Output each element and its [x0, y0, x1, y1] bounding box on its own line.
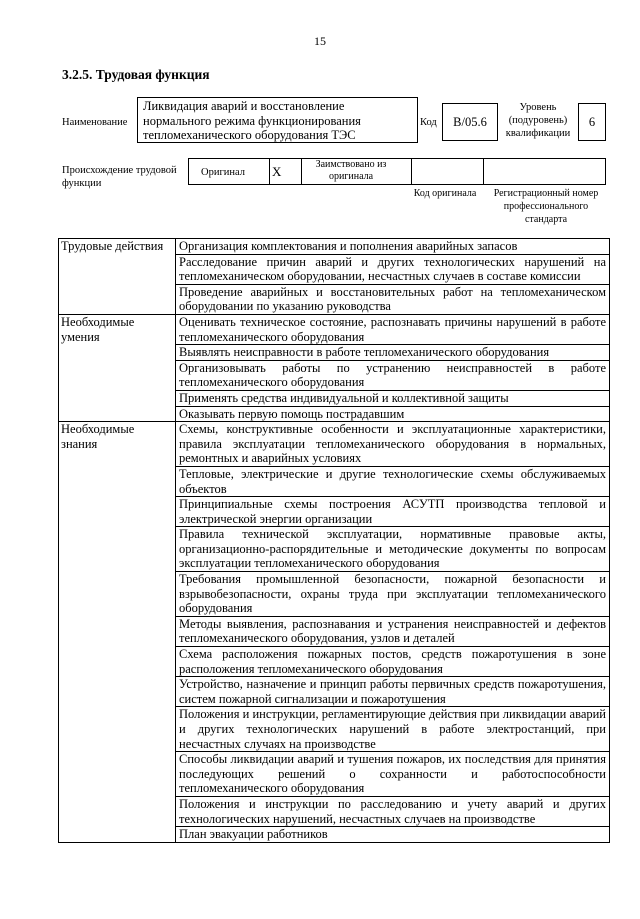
requirement-item: Расследование причин аварий и других технологических нарушений на тепломеханическом оборудовании, несчастных случаев в составе комиссии: [176, 254, 610, 284]
page-number: 15: [314, 34, 326, 48]
section-heading: Трудовые действия: [59, 239, 176, 315]
requirement-item: Оценивать техническое состояние, распознавать причины нарушений в работе тепломеханического оборудования: [176, 314, 610, 344]
requirement-item: Организация комплектования и пополнения аварийных запасов: [176, 239, 610, 255]
section-heading: Необходимые знания: [59, 422, 176, 843]
function-table: [58, 238, 610, 843]
requirement-item: Схема расположения пожарных постов, средств пожаротушения в зоне расположения тепломеханического оборудования: [176, 647, 610, 677]
requirement-item: Положения и инструкции по расследованию и учету аварий и других технологических нарушений, несчастных случаев на производстве: [176, 796, 610, 826]
code-label: Код: [420, 117, 437, 128]
requirement-item: Способы ликвидации аварий и тушения пожаров, их последствия для принятия последующих решений о сохранности и работоспособности тепломеханического оборудования: [176, 752, 610, 797]
requirement-item: Схемы, конструктивные особенности и эксплуатационные характеристики, правила эксплуатации тепломеханического оборудования в нормальных, ремонтных и аварийных условиях: [176, 422, 610, 467]
requirement-item: План эвакуации работников: [176, 827, 610, 843]
level-label: Уровень (подуровень) квалификации: [505, 102, 571, 139]
table-row: [59, 314, 610, 344]
qualification-level: 6: [578, 103, 606, 141]
table-row: [59, 239, 610, 255]
requirement-item: Выявлять неисправности в работе тепломеханического оборудования: [176, 345, 610, 361]
table-row: [59, 422, 610, 467]
name-label: Наименование: [62, 117, 128, 128]
function-name: Ликвидация аварий и восстановление нормального режима функционирования тепломеханического оборудования ТЭС: [137, 97, 418, 143]
requirement-item: Проведение аварийных и восстановительных работ на тепломеханическом оборудовании по указанию руководства: [176, 284, 610, 314]
requirement-item: Устройство, назначение и принцип работы первичных средств пожаротушения, систем пожарной сигнализации и пожаротушения: [176, 677, 610, 707]
original-label: Оригинал: [201, 167, 245, 178]
section-heading: Необходимые умения: [59, 314, 176, 421]
requirement-item: Оказывать первую помощь пострадавшим: [176, 406, 610, 422]
function-code: B/05.6: [442, 103, 498, 141]
requirement-item: Положения и инструкции, регламентирующие действия при ликвидации аварий и других технологических нарушений в работе электростанций, при несчастных случаях на производстве: [176, 707, 610, 752]
requirement-item: Правила технической эксплуатации, нормативные правовые акты, организационно-распорядительные и методические документы по вопросам эксплуатации тепломеханического оборудования: [176, 527, 610, 572]
requirement-item: Требования промышленной безопасности, пожарной безопасности и взрывобезопасности, охраны труда при эксплуатации тепломеханического оборудования: [176, 572, 610, 617]
requirement-item: Принципиальные схемы построения АСУТП производства тепловой и электрической энергии организации: [176, 497, 610, 527]
requirement-item: Применять средства индивидуальной и коллективной защиты: [176, 390, 610, 406]
reg-number-caption: Регистрационный номер профессионального стандарта: [493, 188, 599, 225]
original-mark: X: [272, 164, 282, 179]
code-original-caption: Код оригинала: [413, 188, 477, 199]
borrowed-label: Заимствовано из оригинала: [315, 159, 387, 182]
section-title: 3.2.5. Трудовая функция: [62, 67, 210, 82]
requirement-item: Методы выявления, распознавания и устранения неисправностей и дефектов тепломеханического оборудования, узлов и деталей: [176, 616, 610, 646]
origin-label: Происхождение трудовой функции: [62, 165, 177, 189]
requirement-item: Организовывать работы по устранению неисправностей в работе тепломеханического оборудования: [176, 360, 610, 390]
requirement-item: Тепловые, электрические и другие технологические схемы обслуживаемых объектов: [176, 466, 610, 496]
